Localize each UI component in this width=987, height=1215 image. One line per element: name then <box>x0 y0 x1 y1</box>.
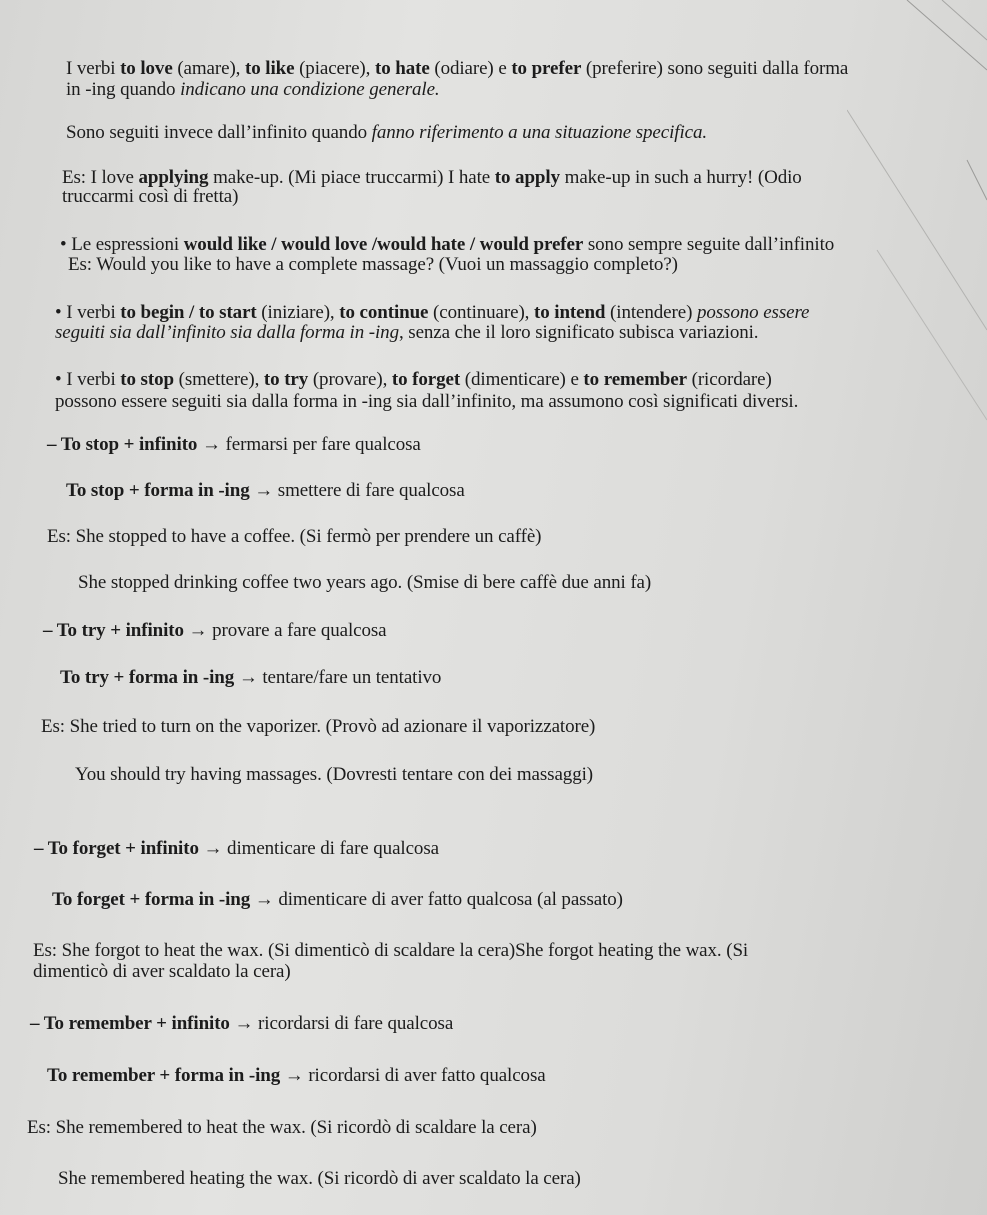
text-run: She stopped drinking coffee two years ago. (Smise di bere caffè due anni fa) <box>78 572 652 593</box>
stop-example-1 <box>47 526 541 548</box>
intro-line-1 <box>66 58 848 80</box>
try-example-2 <box>75 764 593 786</box>
text-run: Es: Would you like to have a complete massage? (Vuoi un massaggio completo?) <box>68 254 678 275</box>
text-run-bold: to try <box>263 369 309 390</box>
text-run-bold: to continue <box>339 302 429 323</box>
begin-start-line-1 <box>55 302 809 324</box>
text-run-italic: seguiti sia dall’infinito sia dalla forma in -ing <box>55 322 399 343</box>
remember-infinitive-rule <box>30 1013 453 1035</box>
text-run-bold: To forget + forma in -ing <box>52 889 251 910</box>
text-run: → provare a fare qualcosa <box>183 620 387 641</box>
text-run: dimenticò di aver scaldato la cera) <box>33 961 291 982</box>
verb-like: to like <box>244 58 295 79</box>
stop-infinitive-rule <box>47 434 421 456</box>
intro-line-2 <box>66 79 440 101</box>
text-run-italic: indicano una condizione generale. <box>180 79 440 100</box>
text-run-italic: possono essere <box>696 302 810 323</box>
text-run: Es: I love <box>62 167 139 188</box>
remember-example-1 <box>27 1117 537 1139</box>
example-love-line-2 <box>62 186 238 208</box>
text-run: make-up in such a hurry! (Odio <box>559 167 802 188</box>
text-run: (preferire) sono seguiti dalla forma <box>581 58 849 79</box>
text-run-bold: to apply <box>494 167 560 188</box>
text-run: Es: She tried to turn on the vaporizer. (Provò ad azionare il vaporizzatore) <box>41 716 596 737</box>
text-run-bold: to intend <box>533 302 606 323</box>
verb-prefer: to prefer <box>511 58 582 79</box>
text-run: in -ing quando <box>66 79 181 100</box>
text-run: → dimenticare di fare qualcosa <box>198 838 439 859</box>
text-run-bold: To try + forma in -ing <box>60 667 235 688</box>
text-run-bold: to begin / to start <box>120 302 257 323</box>
stop-example-2 <box>78 572 651 594</box>
text-run: make-up. (Mi piace truccarmi) I hate <box>208 167 495 188</box>
text-run: (amare), <box>172 58 245 79</box>
page-edge-lines <box>847 0 987 620</box>
text-run: I verbi <box>66 58 121 79</box>
text-run-bold: to remember <box>583 369 687 390</box>
text-run-bold: To remember + forma in -ing <box>47 1065 281 1086</box>
text-run: → fermarsi per fare qualcosa <box>197 434 421 455</box>
text-run-bold: would like / would love /would hate / would prefer <box>183 234 584 255</box>
text-run: (dimenticare) e <box>460 369 584 390</box>
stop-try-line-1 <box>55 369 772 391</box>
text-run: (continuare), <box>428 302 534 323</box>
text-run: truccarmi così di fretta) <box>62 186 239 207</box>
forget-example-line-1 <box>33 940 748 962</box>
text-run: Es: She forgot to heat the wax. (Si dimenticò di scaldare la cera)She forgot heating the wax. (Si <box>33 940 749 961</box>
text-run-bold: – To forget + infinito <box>34 838 199 859</box>
text-run: • Le espressioni <box>60 234 184 255</box>
text-run-bold: – To try + infinito <box>43 620 184 641</box>
text-run: (iniziare), <box>256 302 340 323</box>
text-run: (piacere), <box>294 58 375 79</box>
try-infinitive-rule <box>43 620 387 642</box>
begin-start-line-2 <box>55 322 758 344</box>
try-ing-rule <box>60 667 441 689</box>
text-run: Sono seguiti invece dall’infinito quando <box>66 122 372 143</box>
text-run: → ricordarsi di aver fatto qualcosa <box>280 1065 546 1086</box>
text-run: possono essere seguiti sia dalla forma in -ing sia dall’infinito, ma assumono così significati diversi. <box>55 391 799 412</box>
text-run: She remembered heating the wax. (Si ricordò di aver scaldato la cera) <box>58 1168 581 1189</box>
text-run: sono sempre seguite dall’infinito <box>583 234 835 255</box>
text-run: (smettere), <box>173 369 264 390</box>
text-run-bold: – To remember + infinito <box>30 1013 230 1034</box>
text-run-bold: to forget <box>391 369 461 390</box>
text-run: (provare), <box>308 369 392 390</box>
text-run: → tentare/fare un tentativo <box>234 667 442 688</box>
text-run: • I verbi <box>55 369 121 390</box>
would-like-line-1 <box>60 234 834 256</box>
would-like-line-2 <box>68 254 678 276</box>
text-run-italic: fanno riferimento a una situazione specifica. <box>371 122 708 143</box>
text-run: (ricordare) <box>686 369 772 390</box>
stop-ing-rule <box>66 480 465 502</box>
forget-example-line-2 <box>33 961 291 983</box>
text-run: → ricordarsi di fare qualcosa <box>229 1013 454 1034</box>
text-run: → smettere di fare qualcosa <box>249 480 465 501</box>
forget-infinitive-rule <box>34 838 439 860</box>
text-run-bold: applying <box>138 167 209 188</box>
verb-hate: to hate <box>374 58 430 79</box>
text-run: , senza che il loro significato subisca variazioni. <box>398 322 759 343</box>
infinitive-rule-line <box>66 122 707 144</box>
stop-try-line-2 <box>55 391 798 413</box>
remember-ing-rule <box>47 1065 546 1087</box>
text-run: (odiare) e <box>429 58 512 79</box>
text-run: → dimenticare di aver fatto qualcosa (al passato) <box>250 889 623 910</box>
text-run-bold: To stop + forma in -ing <box>66 480 250 501</box>
verb-love: to love <box>120 58 173 79</box>
text-run: • I verbi <box>55 302 121 323</box>
text-run-bold: – To stop + infinito <box>47 434 198 455</box>
text-run-bold: to stop <box>120 369 174 390</box>
text-run: Es: She stopped to have a coffee. (Si fermò per prendere un caffè) <box>47 526 542 547</box>
remember-example-2 <box>58 1168 581 1190</box>
text-run: (intendere) <box>605 302 697 323</box>
text-run: You should try having massages. (Dovresti tentare con dei massaggi) <box>75 764 593 785</box>
try-example-1 <box>41 716 595 738</box>
text-run: Es: She remembered to heat the wax. (Si ricordò di scaldare la cera) <box>27 1117 537 1138</box>
forget-ing-rule <box>52 889 623 911</box>
